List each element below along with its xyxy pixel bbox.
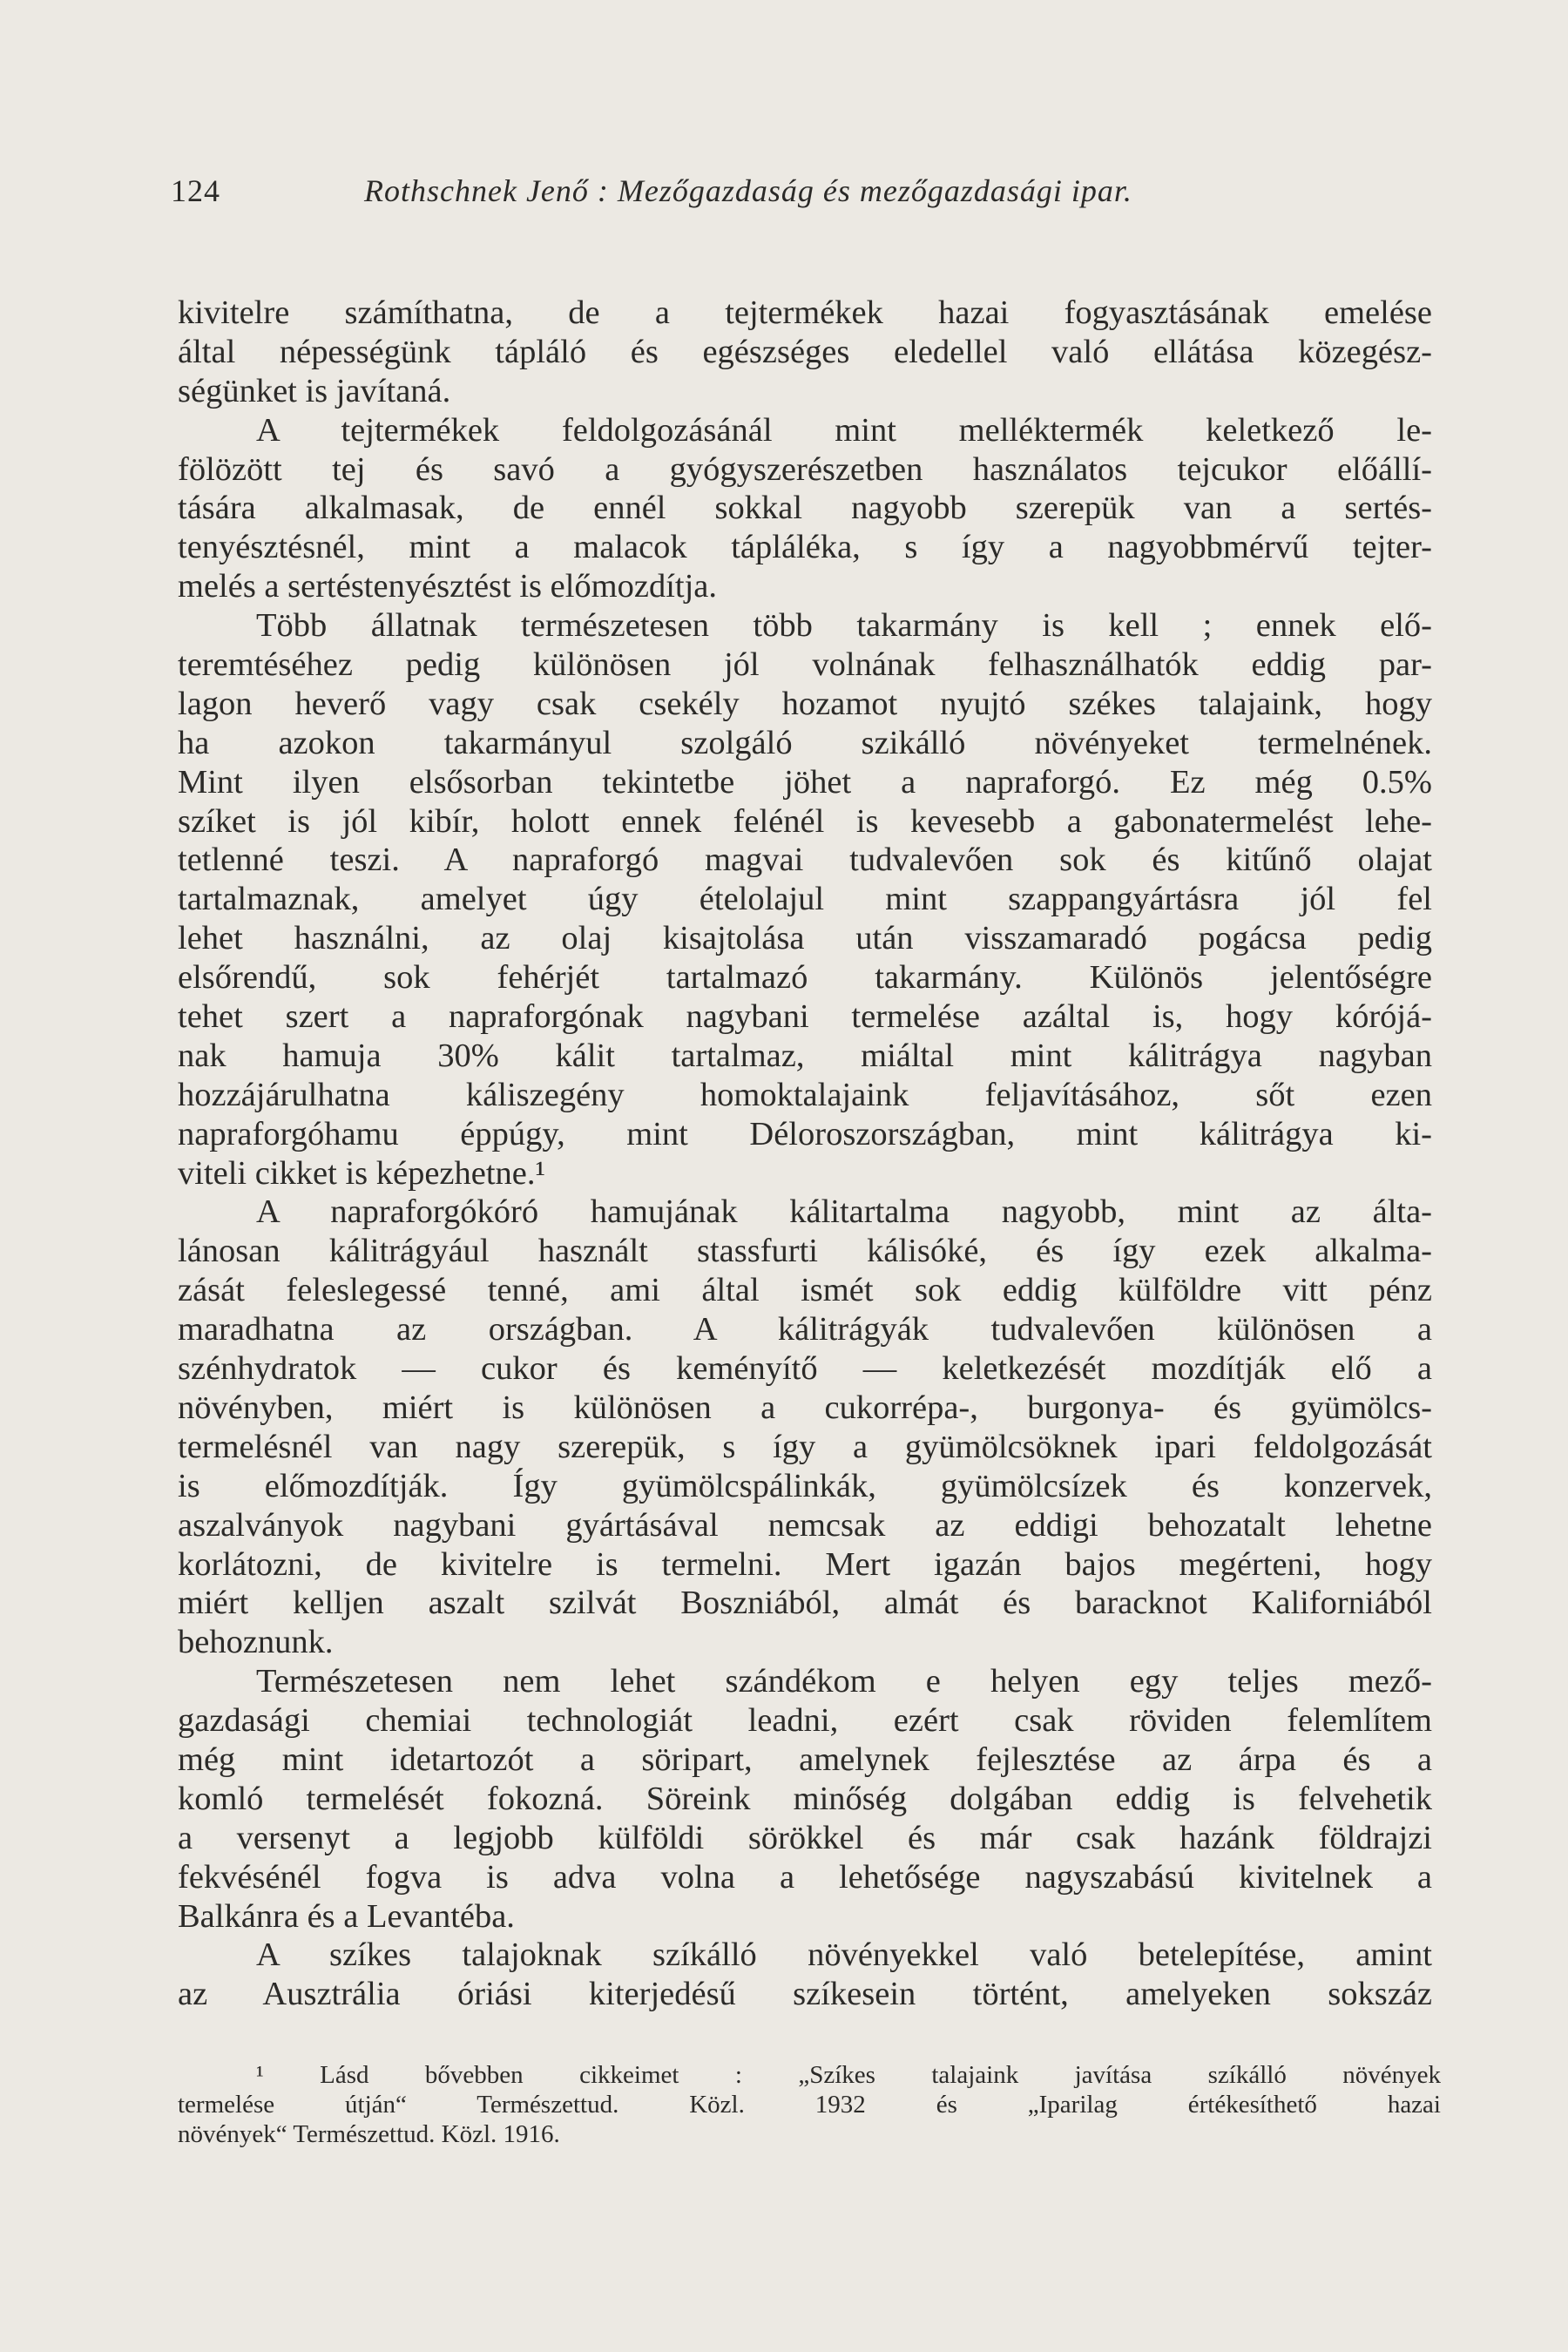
text-line: tenyésztésnél, mint a malacok tápláléka, s így a nagyobbmérvű tejter- [178, 529, 1432, 566]
text-line: behoznunk. [178, 1624, 334, 1661]
footnote-line: növények“ Természettud. Közl. 1916. [178, 2120, 560, 2148]
text-line: zását feleslegessé tenné, ami által ismét sok eddig külföldre vitt pénz [178, 1272, 1432, 1309]
text-line: ségünket is javítaná. [178, 372, 451, 409]
text-line: A szíkes talajoknak szíkálló növényekkel való betelepítése, amint [256, 1936, 1432, 1974]
running-title: Rothschnek Jenő : Mezőgazdaság és mezőgazdasági ipar. [364, 173, 1132, 208]
text-line: teremtéséhez pedig különösen jól volnának felhasználhatók eddig par- [178, 646, 1432, 684]
text-line: napraforgóhamu éppúgy, mint Déloroszországban, mint kálitrágya ki- [178, 1115, 1432, 1152]
text-line: tására alkalmasak, de ennél sokkal nagyobb szerepük van a sertés- [178, 490, 1432, 527]
text-line: aszalványok nagybani gyártásával nemcsak az eddigi behozatalt lehetne [178, 1506, 1432, 1544]
text-line: lehet használni, az olaj kisajtolása után visszamaradó pogácsa pedig [178, 920, 1432, 957]
text-line: is előmozdítják. Így gyümölcspálinkák, gyümölcsízek és konzervek, [178, 1467, 1432, 1504]
footnote-line: termelése útján“ Természettud. Közl. 1932 és „Iparilag értékesíthető hazai [178, 2091, 1441, 2119]
text-line: Balkánra és a Levantéba. [178, 1897, 515, 1935]
text-line: gazdasági chemiai technologiát leadni, ezért csak röviden felemlítem [178, 1702, 1432, 1740]
text-line: az Ausztrália óriási kiterjedésű szíkesein történt, amelyeken sokszáz [178, 1976, 1432, 2013]
text-line: elsőrendű, sok fehérjét tartalmazó takarmány. Különös jelentőségre [178, 959, 1432, 997]
text-line: Mint ilyen elsősorban tekintetbe jöhet a napraforgó. Ez még 0.5% [178, 763, 1432, 801]
text-line: tehet szert a napraforgónak nagybani termelése azáltal is, hogy kórójá- [178, 998, 1432, 1036]
text-line: Természetesen nem lehet szándékom e helyen egy teljes mező- [256, 1663, 1432, 1700]
footnotes [178, 2060, 1441, 2149]
text-line: által népességünk tápláló és egészséges eledellel való ellátása közegész- [178, 333, 1432, 370]
text-line: tartalmaznak, amelyet úgy ételolajul mint szappangyártásra jól fel [178, 881, 1432, 918]
text-line: miért kelljen aszalt szilvát Boszniából, almát és baracknot Kaliforniából [178, 1585, 1432, 1622]
text-line: szénhydratok — cukor és keményítő — keletkezését mozdítják elő a [178, 1350, 1432, 1388]
text-line: növényben, miért is különösen a cukorrépa-, burgonya- és gyümölcs- [178, 1389, 1432, 1426]
text-line: A tejtermékek feldolgozásánál mint melléktermék keletkező le- [256, 411, 1432, 449]
text-line: lánosan kálitrágyául használt stassfurti kálisóké, és így ezek alkalma- [178, 1233, 1432, 1270]
text-line: komló termelését fokozná. Söreink minőség dolgában eddig is felvehetik [178, 1780, 1432, 1817]
text-line: hozzájárulhatna káliszegény homoktalajaink feljavításához, sőt ezen [178, 1076, 1432, 1113]
footnote-line: ¹ Lásd bővebben cikkeimet : „Szíkes talajaink javítása szíkálló növények [256, 2061, 1441, 2089]
text-line: szíket is jól kibír, holott ennek felénél is kevesebb a gabonatermelést lehe- [178, 802, 1432, 840]
page-number: 124 [171, 173, 220, 208]
text-line: nak hamuja 30% kálit tartalmaz, miáltal mint kálitrágya nagyban [178, 1037, 1432, 1074]
text-line: fekvésénél fogva is adva volna a lehetősége nagyszabású kivitelnek a [178, 1858, 1432, 1896]
body-text [178, 294, 1432, 2014]
page-header [171, 172, 1434, 225]
text-line: melés a sertéstenyésztést is előmozdítja. [178, 568, 718, 605]
text-line: viteli cikket is képezhetne.¹ [178, 1154, 546, 1192]
text-line: tetlenné teszi. A napraforgó magvai tudvalevően sok és kitűnő olajat [178, 841, 1432, 879]
text-line: maradhatna az országban. A kálitrágyák tudvalevően különösen a [178, 1311, 1432, 1348]
text-line: ha azokon takarmányul szolgáló szikálló növényeket termelnének. [178, 724, 1432, 761]
text-line: korlátozni, de kivitelre is termelni. Mert igazán bajos megérteni, hogy [178, 1545, 1432, 1583]
text-line: A napraforgókóró hamujának kálitartalma nagyobb, mint az álta- [256, 1193, 1432, 1231]
text-line: még mint idetartozót a söripart, amelynek fejlesztése az árpa és a [178, 1740, 1432, 1778]
text-line: a versenyt a legjobb külföldi sörökkel és már csak hazánk földrajzi [178, 1819, 1432, 1856]
text-line: kivitelre számíthatna, de a tejtermékek hazai fogyasztásának emelése [178, 294, 1432, 331]
text-line: termelésnél van nagy szerepük, s így a gyümölcsöknek ipari feldolgozását [178, 1428, 1432, 1465]
text-line: fölözött tej és savó a gyógyszerészetben használatos tejcukor előállí- [178, 450, 1432, 488]
text-line: lagon heverő vagy csak csekély hozamot nyujtó székes talajaink, hogy [178, 685, 1432, 722]
text-line: Több állatnak természetesen több takarmány is kell ; ennek elő- [256, 607, 1432, 645]
